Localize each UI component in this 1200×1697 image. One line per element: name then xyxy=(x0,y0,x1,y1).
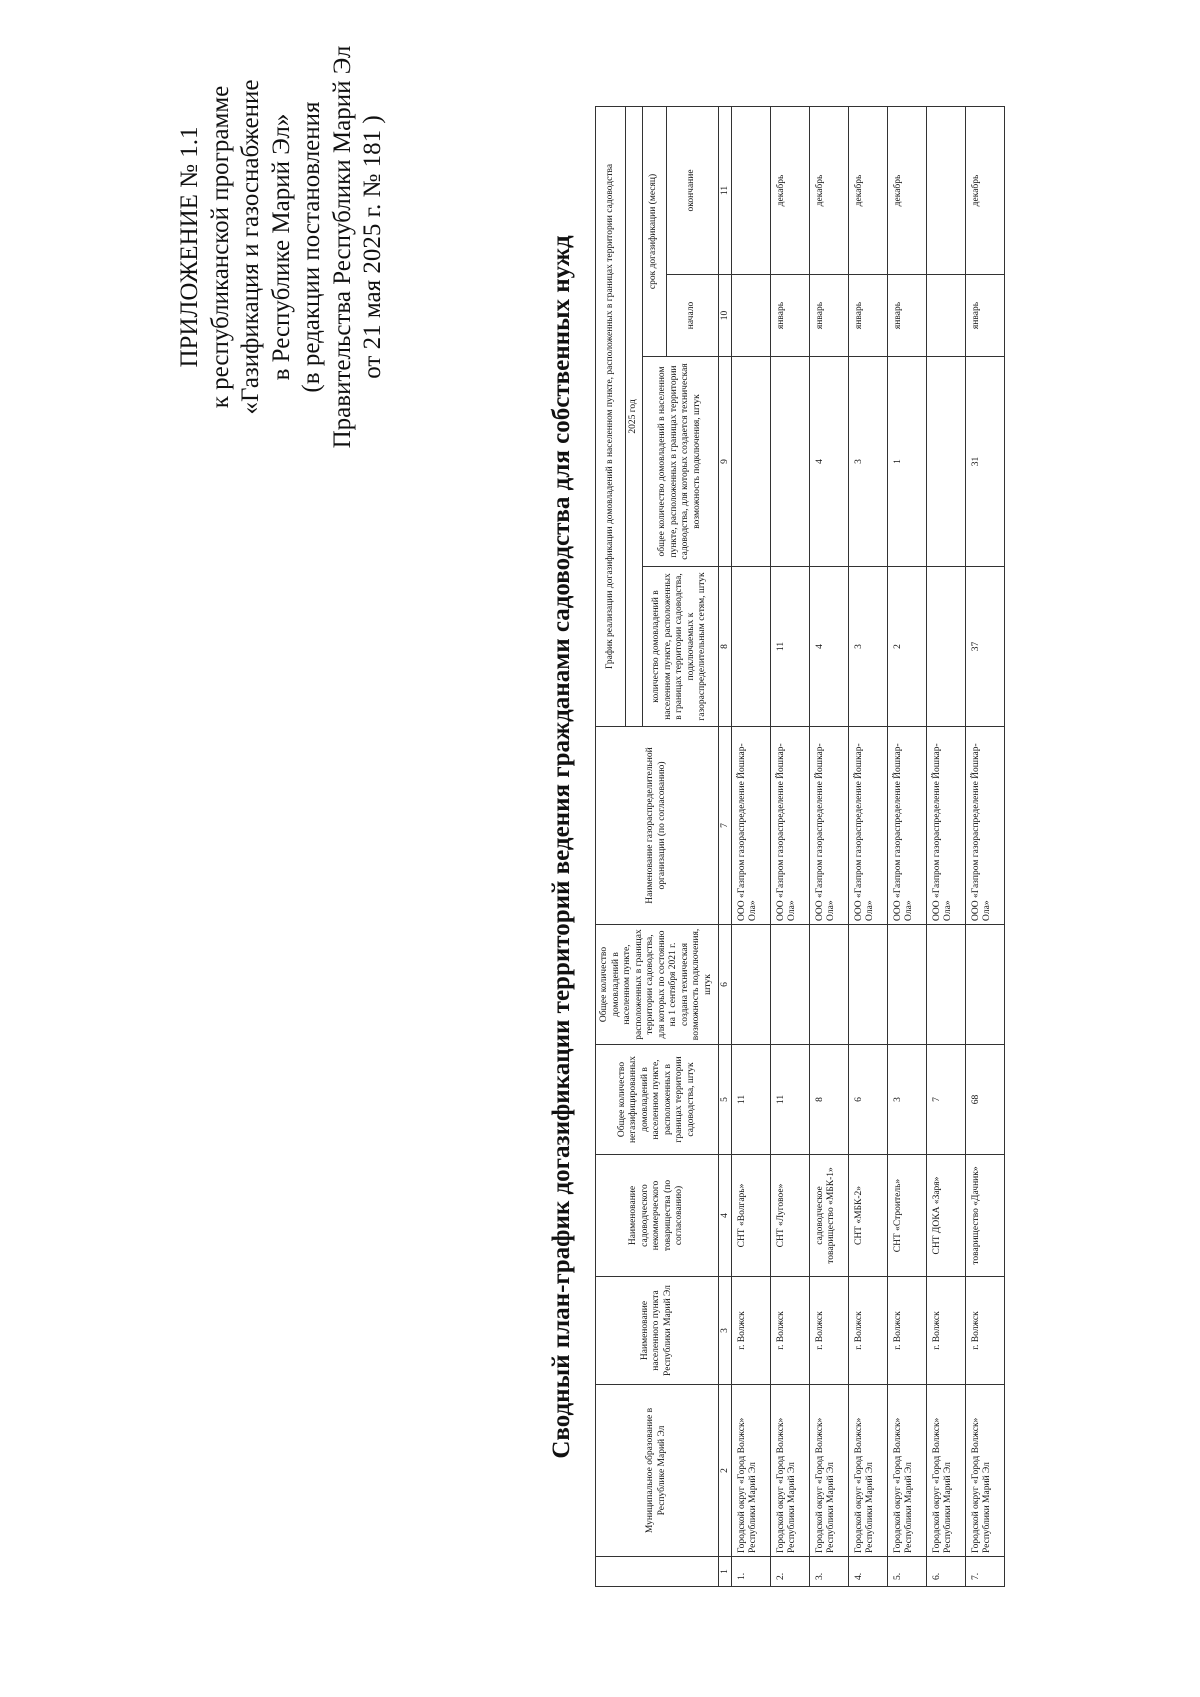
row-number: 1. xyxy=(731,1557,770,1587)
table-row xyxy=(848,106,887,1586)
cell-ungasified-count: 11 xyxy=(731,1045,770,1155)
cell-snt: СНТ «Волгарь» xyxy=(731,1155,770,1277)
header-schedule-group: График реализации догазификации домовладений в населенном пункте, расположенных в границах территории садоводства xyxy=(596,106,626,726)
cell-ungasified-count: 68 xyxy=(965,1045,1004,1155)
cell-gas-org: ООО «Газпром газораспределение Йошкар-Ола» xyxy=(809,727,848,925)
row-number: 3. xyxy=(809,1557,848,1587)
cell-end: декабрь xyxy=(965,106,1004,274)
cell-connected-count: 2 xyxy=(887,567,926,727)
cell-capability-count: 3 xyxy=(848,357,887,567)
cell-capability-count: 4 xyxy=(809,357,848,567)
header-connectable-count: Общее количество домовладений в населенном пункте, расположенных в границах территории садоводства, для которых по состоянию на 1 сентября 2021 г. создана техническая возможность подключения, штук xyxy=(596,925,719,1045)
header-capability-count: общее количество домовладений в населенном пункте, расположенных в границах территории садоводства, для которых создается техническая возможность подключения, штук xyxy=(642,357,718,567)
cell-snt: СНТ «Луговое» xyxy=(770,1155,809,1277)
cell-gas-org: ООО «Газпром газораспределение Йошкар-Ола» xyxy=(887,727,926,925)
cell-end: декабрь xyxy=(809,106,848,274)
column-number: 7 xyxy=(718,727,731,925)
cell-capability-count: 1 xyxy=(887,357,926,567)
cell-settlement: г. Волжск xyxy=(809,1277,848,1385)
cell-snt: садоводческое товарищество «МБК-1» xyxy=(809,1155,848,1277)
cell-capability-count xyxy=(731,357,770,567)
table-body xyxy=(731,106,1004,1586)
cell-connected-count: 37 xyxy=(965,567,1004,727)
cell-settlement: г. Волжск xyxy=(965,1277,1004,1385)
header-ungasified-count: Общее количество негазифицированных домовладений в населенном пункте, расположенных в границах территории садоводства, штук xyxy=(596,1045,719,1155)
appendix-line: от 21 мая 2025 г. № 181 ) xyxy=(359,115,386,379)
cell-connectable-count xyxy=(809,925,848,1045)
cell-gas-org: ООО «Газпром газораспределение Йошкар-Ола» xyxy=(770,727,809,925)
header-year: 2025 год xyxy=(626,106,643,726)
column-number: 1 xyxy=(718,1557,731,1587)
cell-snt: товарищество «Дачник» xyxy=(965,1155,1004,1277)
column-number: 6 xyxy=(718,925,731,1045)
cell-gas-org: ООО «Газпром газораспределение Йошкар-Ола» xyxy=(926,727,965,925)
schedule-table xyxy=(595,106,1005,1587)
header-municipality: Муниципальное образование в Республике Марий Эл xyxy=(596,1385,719,1557)
schedule-table-wrapper xyxy=(595,107,1005,1587)
appendix-line: «Газификация и газоснабжение xyxy=(237,79,264,415)
cell-municipality: Городской округ «Город Волжск» Республики Марий Эл xyxy=(926,1385,965,1557)
document-title: Сводный план-график догазификации территорий ведения гражданами садоводства для собственных нужд xyxy=(548,235,575,1459)
cell-start: январь xyxy=(770,275,809,357)
appendix-header xyxy=(175,27,389,467)
cell-gas-org: ООО «Газпром газораспределение Йошкар-Ола» xyxy=(965,727,1004,925)
cell-settlement: г. Волжск xyxy=(770,1277,809,1385)
cell-start xyxy=(926,275,965,357)
cell-start xyxy=(731,275,770,357)
header-start: начало xyxy=(666,275,718,357)
cell-snt: СНТ «Строитель» xyxy=(887,1155,926,1277)
cell-municipality: Городской округ «Город Волжск» Республики Марий Эл xyxy=(965,1385,1004,1557)
cell-connected-count: 4 xyxy=(809,567,848,727)
row-number: 6. xyxy=(926,1557,965,1587)
row-number: 2. xyxy=(770,1557,809,1587)
cell-gas-org: ООО «Газпром газораспределение Йошкар-Ола» xyxy=(848,727,887,925)
header-term: срок догазификации (месяц) xyxy=(642,106,666,356)
cell-end: декабрь xyxy=(848,106,887,274)
appendix-line: ПРИЛОЖЕНИЕ № 1.1 xyxy=(176,126,203,368)
cell-start: январь xyxy=(809,275,848,357)
cell-connectable-count xyxy=(965,925,1004,1045)
cell-connectable-count xyxy=(731,925,770,1045)
cell-connectable-count xyxy=(770,925,809,1045)
appendix-line: (в редакции постановления xyxy=(298,101,325,393)
row-number: 7. xyxy=(965,1557,1004,1587)
header-gas-org: Наименование газораспределительной организации (по согласованию) xyxy=(596,727,719,925)
column-number: 3 xyxy=(718,1277,731,1385)
header-settlement: Наименование населенного пункта Республики Марий Эл xyxy=(596,1277,719,1385)
cell-settlement: г. Волжск xyxy=(926,1277,965,1385)
header-snt: Наименование садоводческого некоммерческого товарищества (по согласованию) xyxy=(596,1155,719,1277)
column-number: 8 xyxy=(718,567,731,727)
cell-capability-count: 31 xyxy=(965,357,1004,567)
table-row xyxy=(770,106,809,1586)
row-number: 5. xyxy=(887,1557,926,1587)
table-row xyxy=(809,106,848,1586)
cell-municipality: Городской округ «Город Волжск» Республики Марий Эл xyxy=(731,1385,770,1557)
cell-gas-org: ООО «Газпром газораспределение Йошкар-Ола» xyxy=(731,727,770,925)
cell-settlement: г. Волжск xyxy=(887,1277,926,1385)
header-connected-count: количество домовладений в населенном пункте, расположенных в границах территории садоводства, подключаемых к газораспределительным сетям, штук xyxy=(642,567,718,727)
cell-connectable-count xyxy=(848,925,887,1045)
cell-ungasified-count: 7 xyxy=(926,1045,965,1155)
cell-end: декабрь xyxy=(770,106,809,274)
cell-end xyxy=(926,106,965,274)
appendix-line: Правительства Республики Марий Эл xyxy=(328,45,356,449)
cell-municipality: Городской округ «Город Волжск» Республики Марий Эл xyxy=(887,1385,926,1557)
cell-settlement: г. Волжск xyxy=(731,1277,770,1385)
table-row xyxy=(965,106,1004,1586)
cell-settlement: г. Волжск xyxy=(848,1277,887,1385)
header-col-1 xyxy=(596,1557,719,1587)
cell-start: январь xyxy=(887,275,926,357)
cell-snt: СНТ ДОКА «Заря» xyxy=(926,1155,965,1277)
column-number: 5 xyxy=(718,1045,731,1155)
cell-municipality: Городской округ «Город Волжск» Республики Марий Эл xyxy=(770,1385,809,1557)
cell-municipality: Городской округ «Город Волжск» Республики Марий Эл xyxy=(809,1385,848,1557)
cell-start: январь xyxy=(965,275,1004,357)
cell-end xyxy=(731,106,770,274)
table-row xyxy=(926,106,965,1586)
cell-capability-count xyxy=(770,357,809,567)
cell-end: декабрь xyxy=(887,106,926,274)
cell-municipality: Городской округ «Город Волжск» Республики Марий Эл xyxy=(848,1385,887,1557)
table-row xyxy=(731,106,770,1586)
column-number: 10 xyxy=(718,275,731,357)
cell-connected-count: 11 xyxy=(770,567,809,727)
appendix-line: в Республике Марий Эл» xyxy=(267,113,295,381)
cell-connected-count xyxy=(731,567,770,727)
cell-ungasified-count: 11 xyxy=(770,1045,809,1155)
cell-ungasified-count: 8 xyxy=(809,1045,848,1155)
cell-connected-count xyxy=(926,567,965,727)
column-number: 2 xyxy=(718,1385,731,1557)
appendix-line: к республиканской программе xyxy=(206,85,234,409)
cell-connected-count: 3 xyxy=(848,567,887,727)
cell-snt: СНТ «МБК-2» xyxy=(848,1155,887,1277)
column-number: 11 xyxy=(718,106,731,274)
column-number: 4 xyxy=(718,1155,731,1277)
cell-ungasified-count: 3 xyxy=(887,1045,926,1155)
column-number: 9 xyxy=(718,357,731,567)
header-end: окончание xyxy=(666,106,718,274)
table-row xyxy=(887,106,926,1586)
row-number: 4. xyxy=(848,1557,887,1587)
cell-connectable-count xyxy=(887,925,926,1045)
cell-capability-count xyxy=(926,357,965,567)
cell-start: январь xyxy=(848,275,887,357)
cell-ungasified-count: 6 xyxy=(848,1045,887,1155)
cell-connectable-count xyxy=(926,925,965,1045)
